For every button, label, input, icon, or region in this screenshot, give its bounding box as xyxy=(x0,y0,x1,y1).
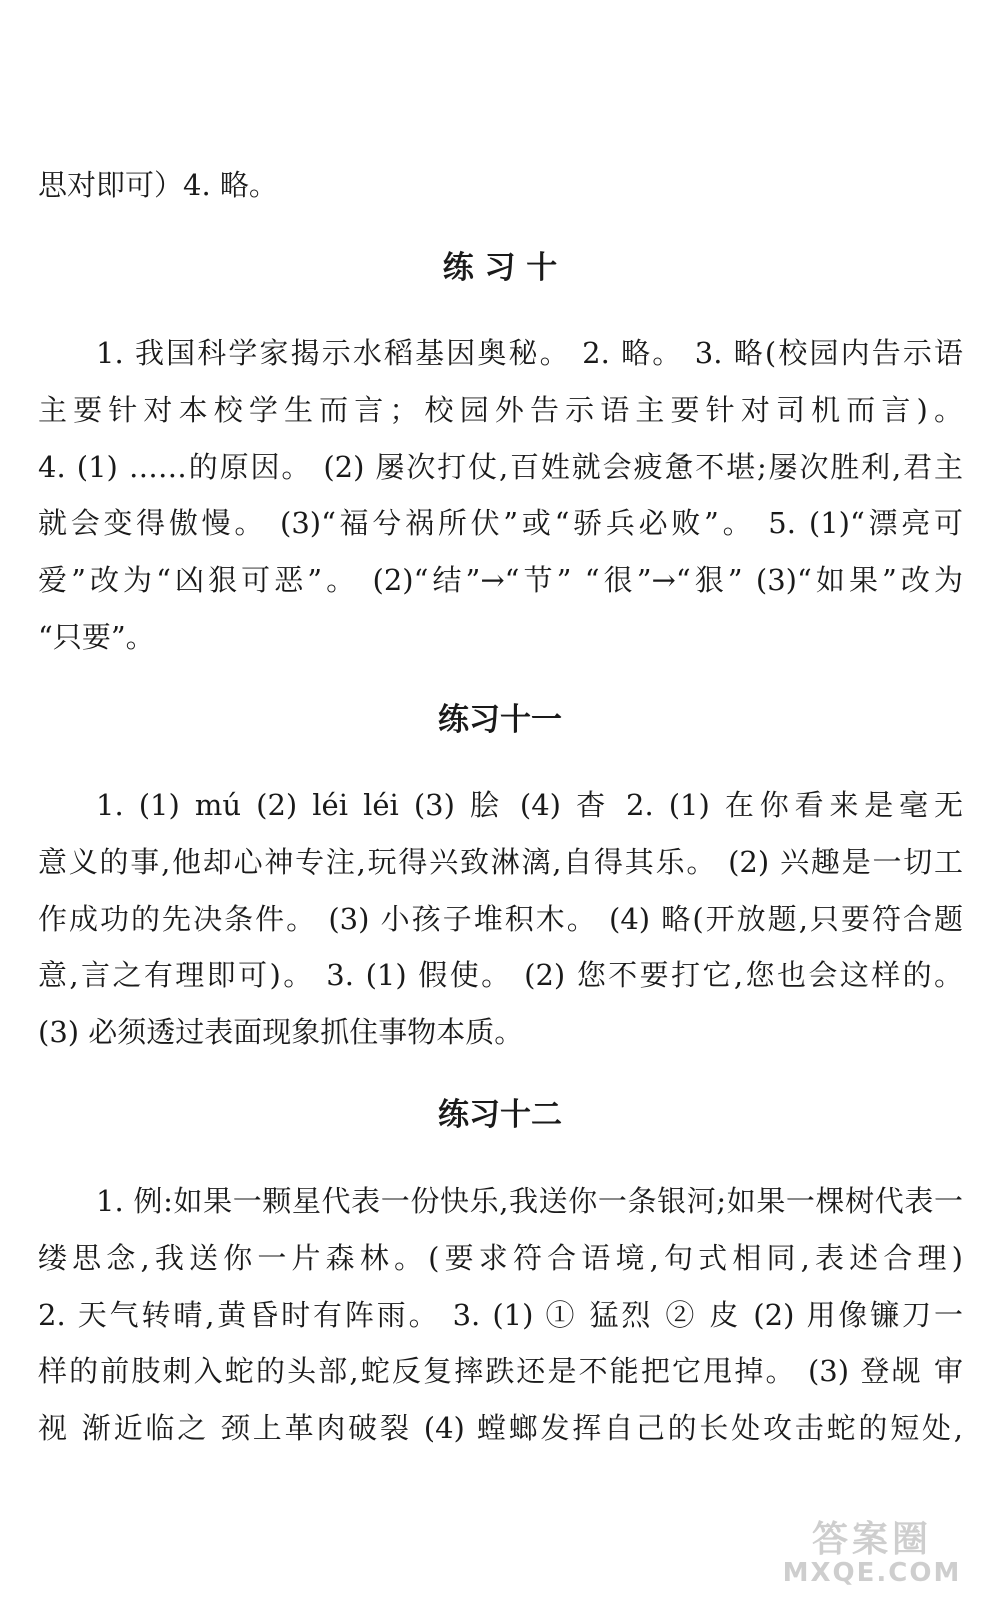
section-heading: 练 习 十 xyxy=(442,250,558,286)
paragraph-line: 意,言之有理即可)。 3. (1) 假使。 (2) 您不要打它,您也会这样的。 xyxy=(38,958,963,992)
paragraph-line: 作成功的先决条件。 (3) 小孩子堆积木。 (4) 略(开放题,只要符合题 xyxy=(38,902,963,936)
paragraph-line: 就会变得傲慢。 (3)“福兮祸所伏”或“骄兵必败”。 5. (1)“漂亮可 xyxy=(38,506,963,540)
watermark-top-text: 答案圈 xyxy=(811,1519,932,1560)
paragraph-line: (3) 必须透过表面现象抓住事物本质。 xyxy=(38,1015,524,1049)
watermark-logo xyxy=(772,1520,972,1590)
paragraph-line: 样的前肢刺入蛇的头部,蛇反复摔跌还是不能把它甩掉。 (3) 登觇 审 xyxy=(38,1354,963,1388)
watermark-bottom-text: MXQE.COM xyxy=(782,1558,962,1588)
paragraph-line: 主要针对本校学生而言；校园外告示语主要针对司机而言)。 xyxy=(38,393,963,427)
paragraph-line: 视 渐近临之 颈上革肉破裂 (4) 螳螂发挥自己的长处攻击蛇的短处, xyxy=(38,1411,963,1445)
section-heading: 练习十一 xyxy=(438,702,562,738)
paragraph-line: 2. 天气转晴,黄昏时有阵雨。 3. (1) ① 猛烈 ② 皮 (2) 用像镰刀一 xyxy=(38,1298,963,1332)
paragraph-line: 1. 例:如果一颗星代表一份快乐,我送你一条银河;如果一棵树代表一 xyxy=(96,1184,963,1218)
paragraph-line: 4. (1) ……的原因。 (2) 屡次打仗,百姓就会疲惫不堪;屡次胜利,君主 xyxy=(38,450,963,484)
section-heading: 练习十二 xyxy=(438,1097,562,1133)
paragraph-line: 1. (1) mú (2) léi léi (3) 脍 (4) 杳 2. (1) 在你看来是毫无 xyxy=(96,788,963,822)
paragraph-line: “只要”。 xyxy=(38,620,155,654)
paragraph-line: 1. 我国科学家揭示水稻基因奥秘。 2. 略。 3. 略(校园内告示语 xyxy=(96,336,963,370)
paragraph-line: 爱”改为“凶狠可恶”。 (2)“结”→“节” “很”→“狠” (3)“如果”改为 xyxy=(38,563,963,597)
paragraph-line: 缕思念,我送你一片森林。(要求符合语境,句式相同,表述合理) xyxy=(38,1241,963,1275)
intro-line: 思对即可）4. 略。 xyxy=(38,168,278,202)
paragraph-line: 意义的事,他却心神专注,玩得兴致淋漓,自得其乐。 (2) 兴趣是一切工 xyxy=(38,845,963,879)
